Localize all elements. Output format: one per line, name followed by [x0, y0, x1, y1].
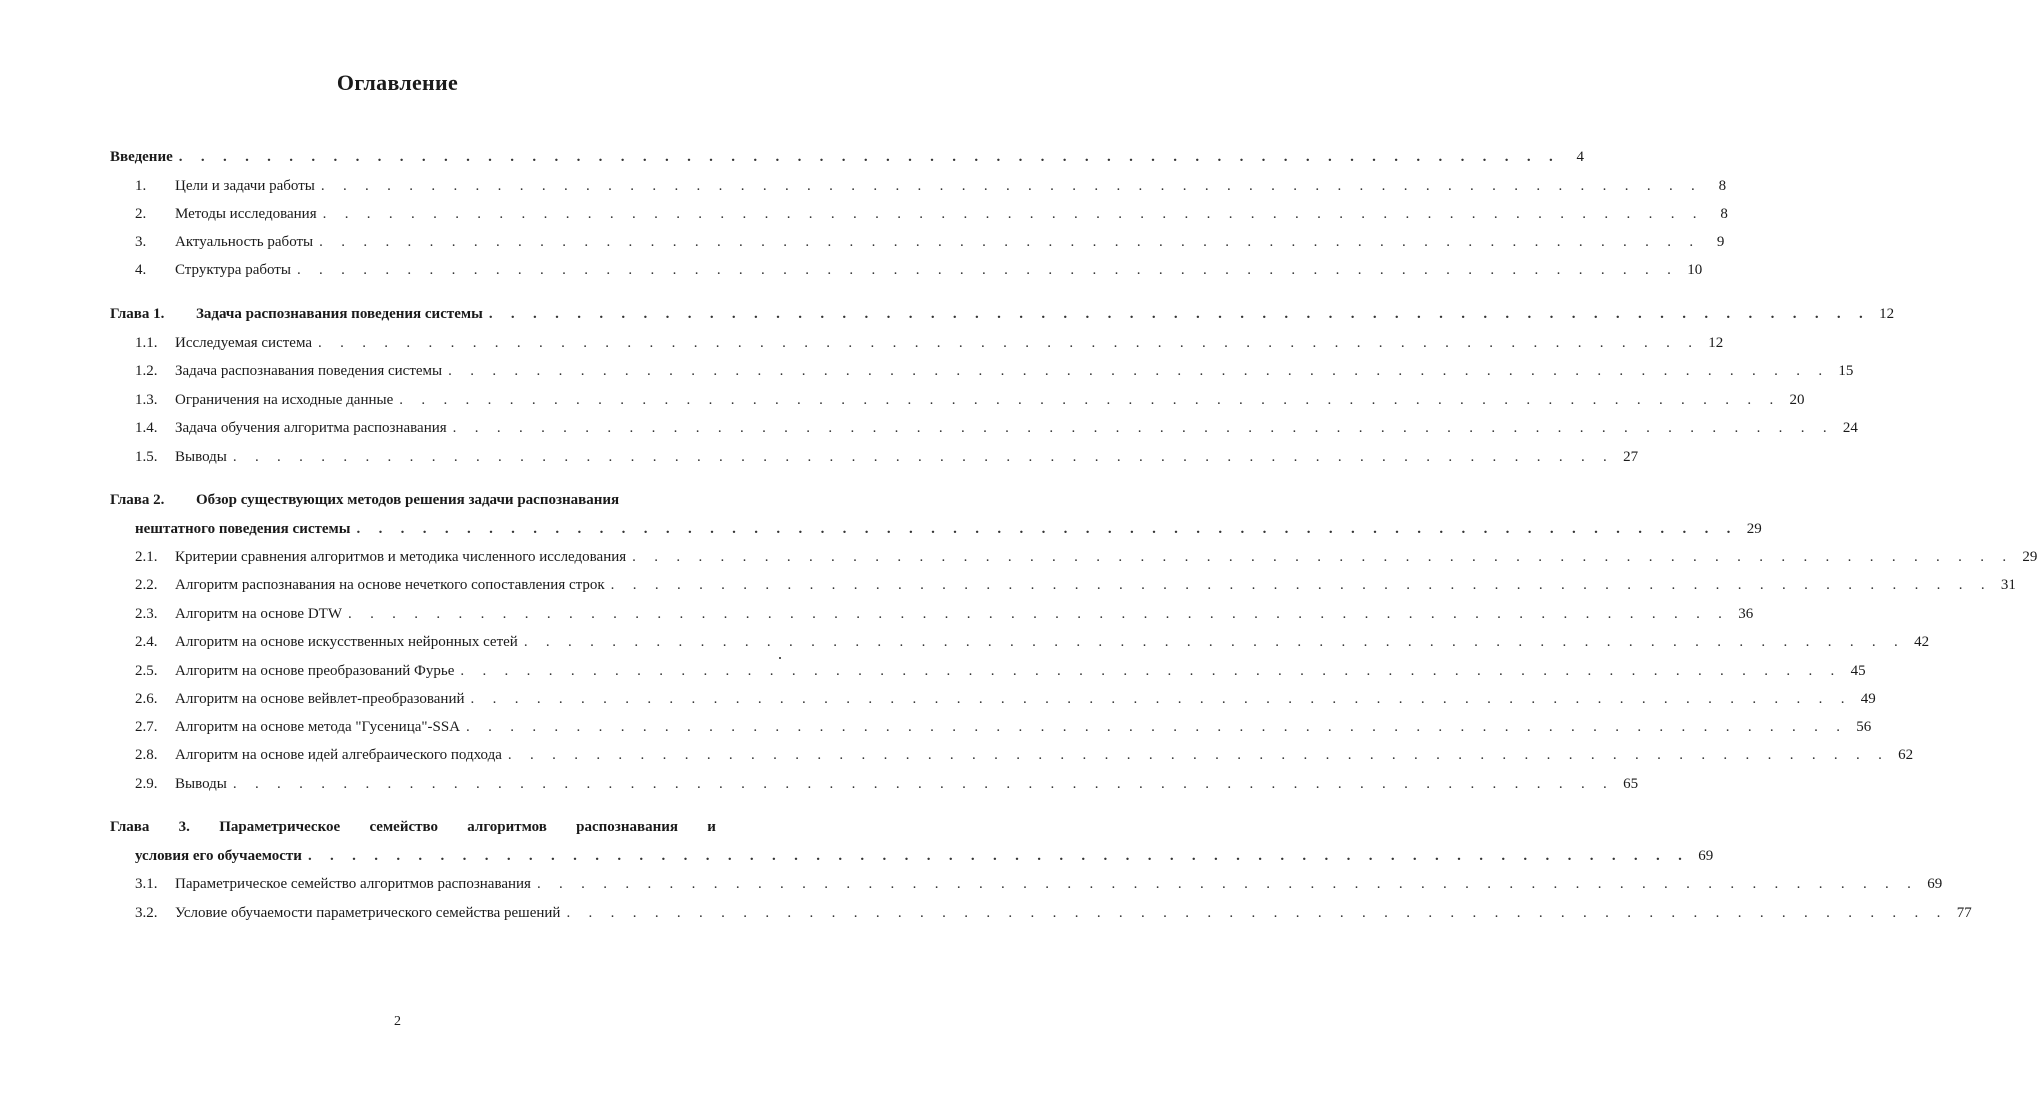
toc-entry-number: 2.3. — [135, 606, 158, 622]
toc-entry-number: 2.2. — [135, 577, 158, 593]
dot-leader: . . . . . . . . . . . . . . . . . . . . . . . . . . . . . . . . . . . . . . . . . . . . . . . . . . . . . . . . . . . . . . . — [466, 719, 1848, 735]
toc-entry[interactable] — [135, 446, 1639, 468]
toc-entry-page: 15 — [1838, 363, 1854, 379]
toc-entry[interactable] — [135, 631, 1930, 653]
dot-leader: . . . . . . . . . . . . . . . . . . . . . . . . . . . . . . . . . . . . . . . . . . . . . . . . . . . . . . . . . . . . . . . — [460, 663, 1842, 679]
toc-entry-number: 1.3. — [135, 392, 158, 408]
dot-leader: . . . . . . . . . . . . . . . . . . . . . . . . . . . . . . . . . . . . . . . . . . . . . . . . . . . . . . . . . . . . . . . — [523, 634, 1906, 650]
toc-entry-number: 2.1. — [135, 549, 158, 565]
toc-entry-label: Алгоритм на основе преобразований Фурье — [175, 663, 455, 679]
toc-entry-label: Алгоритм на основе DTW — [175, 606, 342, 622]
toc-chapter-3-title[interactable] — [110, 816, 716, 838]
toc-entry-page: 77 — [1956, 905, 1972, 921]
page-title: Оглавление — [336, 70, 459, 95]
toc-entry-page: 27 — [1623, 449, 1639, 465]
toc-entry-label: Цели и задачи работы — [175, 178, 315, 194]
toc-entry-number: 1.2. — [135, 363, 158, 379]
toc-entry-page: 8 — [1718, 178, 1727, 194]
toc-entry-number: 2. — [135, 206, 147, 222]
dot-leader: . . . . . . . . . . . . . . . . . . . . . . . . . . . . . . . . . . . . . . . . . . . . . . . . . . . . . . . . . . . . . . . — [347, 606, 1730, 622]
toc-entry-number: 2.4. — [135, 634, 158, 650]
toc-entry-label: Методы исследования — [175, 206, 317, 222]
dot-leader: . . . . . . . . . . . . . . . . . . . . . . . . . . . . . . . . . . . . . . . . . . . . . . . . . . . . . . . . . . . . . . . — [488, 306, 1871, 322]
toc-entry[interactable] — [135, 603, 1754, 625]
dot-leader: . . . . . . . . . . . . . . . . . . . . . . . . . . . . . . . . . . . . . . . . . . . . . . . . . . . . . . . . . . . . . . . — [448, 363, 1830, 379]
toc-entry[interactable] — [135, 902, 1972, 924]
chapter-label: Глава 2. — [110, 492, 165, 508]
chapter-title-word: алгоритмов — [467, 819, 547, 835]
dot-leader: . . . . . . . . . . . . . . . . . . . . . . . . . . . . . . . . . . . . . . . . . . . . . . . . . . . . . . . . . . . . . . . — [632, 549, 2014, 565]
dot-leader: . . . . . . . . . . . . . . . . . . . . . . . . . . . . . . . . . . . . . . . . . . . . . . . . . . . . . . . . . . . . . . . — [507, 747, 1890, 763]
toc-entry-number: 2.6. — [135, 691, 158, 707]
toc-entry-label: Выводы — [175, 776, 227, 792]
toc-entry-number: 3.2. — [135, 905, 158, 921]
dot-leader: . . . . . . . . . . . . . . . . . . . . . . . . . . . . . . . . . . . . . . . . . . . . . . . . . . . . . . . . . . . . . . . — [356, 521, 1738, 537]
dot-leader: . . . . . . . . . . . . . . . . . . . . . . . . . . . . . . . . . . . . . . . . . . . . . . . . . . . . . . . . . . . . . . . — [320, 178, 1703, 194]
chapter-title-continued: условия его обучаемости — [135, 848, 302, 864]
toc-entry-number: 3. — [135, 234, 147, 250]
toc-entry-number: 1. — [135, 178, 147, 194]
toc-entry-number: 1.1. — [135, 335, 158, 351]
dot-leader: . . . . . . . . . . . . . . . . . . . . . . . . . . . . . . . . . . . . . . . . . . . . . . . . . . . . . . . . . . . . . . . — [610, 577, 1992, 593]
toc-entry[interactable] — [135, 660, 1866, 682]
toc-entry-page: 8 — [1720, 206, 1728, 222]
chapter-label: Глава 1. — [110, 306, 165, 322]
toc-entry-label: Введение — [110, 149, 173, 165]
toc-entry-page: 4 — [1576, 149, 1585, 165]
dot-leader: . . . . . . . . . . . . . . . . . . . . . . . . . . . . . . . . . . . . . . . . . . . . . . . . . . . . . . . . . . . . . . . — [307, 848, 1690, 864]
toc-entry[interactable] — [135, 417, 1858, 439]
toc-entry[interactable] — [135, 231, 1725, 253]
toc-entry-label: Критерии сравнения алгоритмов и методика численного исследования — [175, 549, 627, 565]
toc-entry-label: Алгоритм на основе метода "Гусеница"-SSA — [175, 719, 461, 735]
toc-entry[interactable] — [135, 389, 1805, 411]
toc-entry-number: 2.5. — [135, 663, 158, 679]
toc-entry-number: 2.9. — [135, 776, 158, 792]
toc-entry[interactable] — [135, 574, 2016, 596]
toc-entry-page: 29 — [2022, 549, 2037, 565]
toc-chapter-1[interactable] — [110, 303, 1895, 325]
toc-entry-label: Алгоритм на основе искусственных нейронных сетей — [175, 634, 518, 650]
toc-entry-page: 42 — [1914, 634, 1930, 650]
dot-leader: . . . . . . . . . . . . . . . . . . . . . . . . . . . . . . . . . . . . . . . . . . . . . . . . . . . . . . . . . . . . . . . — [322, 206, 1704, 222]
toc-entry-page: 31 — [2000, 577, 2016, 593]
toc-entry-label: Алгоритм на основе идей алгебраического подхода — [175, 747, 502, 763]
toc-entry-page: 45 — [1850, 663, 1866, 679]
toc-entry[interactable] — [135, 716, 1872, 738]
toc-entry[interactable] — [135, 744, 1914, 766]
toc-entry-page: 9 — [1716, 234, 1725, 250]
toc-entry-label: Алгоритм распознавания на основе нечеткого сопоставления строк — [175, 577, 605, 593]
dot-leader: . . . . . . . . . . . . . . . . . . . . . . . . . . . . . . . . . . . . . . . . . . . . . . . . . . . . . . . . . . . . . . . — [178, 149, 1561, 165]
toc-entry-page: 65 — [1623, 776, 1639, 792]
toc-chapter-3[interactable] — [135, 845, 1714, 867]
toc-entry-label: Исследуемая система — [175, 335, 312, 351]
toc-entry-page: 29 — [1746, 521, 1762, 537]
chapter-label-number: 3. — [178, 819, 190, 835]
toc-entry-label: Ограничения на исходные данные — [175, 392, 394, 408]
chapter-label-word: Глава — [110, 819, 150, 835]
toc-entry-page: 12 — [1708, 335, 1724, 351]
toc-entry-page: 62 — [1898, 747, 1914, 763]
page-number: 2 — [394, 1014, 401, 1029]
dot-leader: . . . . . . . . . . . . . . . . . . . . . . . . . . . . . . . . . . . . . . . . . . . . . . . . . . . . . . . . . . . . . . . — [318, 335, 1700, 351]
toc-entry-label: Параметрическое семейство алгоритмов распознавания — [175, 876, 531, 892]
chapter-title-word: Параметрическое — [219, 819, 341, 835]
chapter-title: Задача распознавания поведения системы — [196, 306, 483, 322]
dot-leader: . . . . . . . . . . . . . . . . . . . . . . . . . . . . . . . . . . . . . . . . . . . . . . . . . . . . . . . . . . . . . . . — [399, 392, 1781, 408]
scan-speck — [779, 657, 781, 659]
chapter-title-continued: нештатного поведения системы — [135, 521, 351, 537]
toc-entry-label: Задача распознавания поведения системы — [175, 363, 443, 379]
toc-entry[interactable] — [135, 203, 1728, 225]
dot-leader: . . . . . . . . . . . . . . . . . . . . . . . . . . . . . . . . . . . . . . . . . . . . . . . . . . . . . . . . . . . . . . . — [452, 420, 1834, 436]
toc-entry[interactable] — [135, 873, 1943, 895]
dot-leader: . . . . . . . . . . . . . . . . . . . . . . . . . . . . . . . . . . . . . . . . . . . . . . . . . . . . . . . . . . . . . . . — [296, 262, 1679, 278]
toc-entry-page: 20 — [1789, 392, 1805, 408]
dot-leader: . . . . . . . . . . . . . . . . . . . . . . . . . . . . . . . . . . . . . . . . . . . . . . . . . . . . . . . . . . . . . . . — [232, 449, 1615, 465]
toc-entry-number: 2.8. — [135, 747, 158, 763]
toc-entry-page: 69 — [1698, 848, 1714, 864]
toc-entry-page: 49 — [1860, 691, 1876, 707]
toc-entry-page: 12 — [1879, 306, 1895, 322]
chapter-title-word: распознавания — [576, 819, 678, 835]
toc-entry[interactable] — [135, 688, 1876, 710]
toc-entry-label: Структура работы — [175, 262, 291, 278]
toc-entry[interactable] — [135, 546, 2037, 568]
toc-entry[interactable] — [135, 332, 1724, 354]
toc-entry[interactable] — [135, 773, 1639, 795]
toc-entry[interactable] — [135, 360, 1854, 382]
chapter-title-word: семейство — [369, 819, 438, 835]
dot-leader: . . . . . . . . . . . . . . . . . . . . . . . . . . . . . . . . . . . . . . . . . . . . . . . . . . . . . . . . . . . . . . . — [566, 905, 1948, 921]
dot-leader: . . . . . . . . . . . . . . . . . . . . . . . . . . . . . . . . . . . . . . . . . . . . . . . . . . . . . . . . . . . . . . . — [319, 234, 1701, 250]
toc-entry-label: Алгоритм на основе вейвлет-преобразований — [175, 691, 465, 707]
dot-leader: . . . . . . . . . . . . . . . . . . . . . . . . . . . . . . . . . . . . . . . . . . . . . . . . . . . . . . . . . . . . . . . — [232, 776, 1615, 792]
toc-entry-label: Выводы — [175, 449, 227, 465]
toc-chapter-2-title[interactable] — [110, 489, 720, 511]
toc-entry-number: 2.7. — [135, 719, 158, 735]
toc-entry-page: 36 — [1738, 606, 1754, 622]
toc-entry-label: Актуальность работы — [175, 234, 314, 250]
toc-entry-label: Условие обучаемости параметрического семейства решений — [175, 905, 561, 921]
toc-entry-label: Задача обучения алгоритма распознавания — [175, 420, 447, 436]
chapter-title-word: и — [707, 819, 716, 835]
toc-entry-number: 3.1. — [135, 876, 158, 892]
toc-entry-number: 4. — [135, 262, 147, 278]
dot-leader: . . . . . . . . . . . . . . . . . . . . . . . . . . . . . . . . . . . . . . . . . . . . . . . . . . . . . . . . . . . . . . . — [470, 691, 1852, 707]
toc-entry-number: 1.4. — [135, 420, 158, 436]
toc-entry-number: 1.5. — [135, 449, 158, 465]
dot-leader: . . . . . . . . . . . . . . . . . . . . . . . . . . . . . . . . . . . . . . . . . . . . . . . . . . . . . . . . . . . . . . . — [536, 876, 1919, 892]
toc-chapter-2[interactable] — [135, 518, 1762, 540]
toc-entry-page: 69 — [1927, 876, 1943, 892]
chapter-title: Обзор существующих методов решения задачи распознавания — [196, 492, 620, 508]
toc-entry-page: 56 — [1856, 719, 1872, 735]
toc-entry-intro[interactable] — [110, 146, 1585, 168]
toc-entry-page: 24 — [1842, 420, 1858, 436]
toc-entry[interactable] — [135, 259, 1703, 281]
toc-entry[interactable] — [135, 175, 1727, 197]
toc-entry-page: 10 — [1687, 262, 1703, 278]
